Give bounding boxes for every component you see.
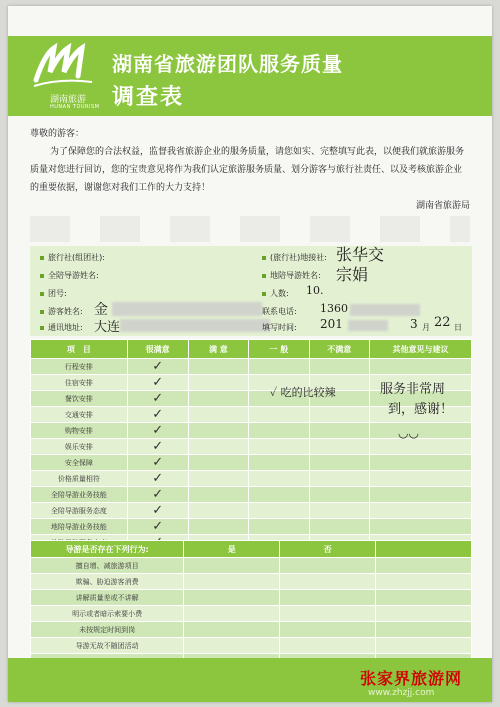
behavior-yes-cell[interactable] — [184, 638, 280, 654]
redacted-address — [120, 319, 270, 332]
check-mark-icon: ✓ — [152, 358, 164, 374]
smiley-drawing: ◡◡ — [398, 426, 419, 440]
rating-cell-checked[interactable] — [127, 471, 188, 487]
rating-cell[interactable] — [249, 487, 309, 503]
rating-cell[interactable] — [309, 455, 369, 471]
rating-cell[interactable] — [188, 423, 248, 439]
address-label: 通讯地址: — [48, 323, 83, 332]
rating-cell[interactable] — [249, 359, 309, 375]
day-unit: 日 — [454, 323, 462, 332]
rating-cell[interactable] — [249, 455, 309, 471]
local-guide-field[interactable] — [262, 270, 321, 281]
rating-item-label: 餐饮安排 — [31, 391, 128, 407]
issuer-signature: 湖南省旅游局 — [415, 201, 470, 211]
rating-item-label: 交通安排 — [31, 407, 128, 423]
rating-cell[interactable] — [249, 407, 309, 423]
behavior-label: 擅自增、减旅游项目 — [31, 558, 184, 574]
rating-item-label: 购物安排 — [31, 423, 128, 439]
date-day: 22 — [434, 315, 451, 330]
people-count-label: 人数: — [270, 289, 289, 298]
rating-cell-checked[interactable] — [127, 423, 188, 439]
behavior-row — [31, 606, 472, 622]
behavior-no-cell[interactable] — [280, 622, 376, 638]
rating-cell[interactable] — [309, 439, 369, 455]
check-mark-icon: ✓ — [152, 454, 164, 470]
national-guide-field[interactable] — [40, 270, 99, 281]
local-agency-label: (旅行社)地接社: — [270, 253, 327, 262]
header-band — [8, 36, 492, 116]
rating-cell[interactable] — [188, 471, 248, 487]
date-field[interactable] — [262, 322, 297, 333]
comment-cell[interactable] — [369, 471, 471, 487]
rating-cell[interactable] — [188, 487, 248, 503]
header-comments: 其他意见与建议 — [369, 340, 471, 359]
header-item: 项 目 — [31, 340, 128, 359]
average-note: ✓ 吃的比较辣 — [270, 386, 336, 399]
behavior-label: 欺骗、胁迫游客消费 — [31, 574, 184, 590]
check-mark-icon: ✓ — [152, 374, 164, 390]
group-number-field[interactable] — [40, 288, 67, 299]
month-unit: 月 — [422, 323, 430, 332]
rating-row — [31, 503, 472, 519]
header-satisfied: 满 意 — [188, 340, 248, 359]
rating-item-label: 全陪导游服务态度 — [31, 503, 128, 519]
rating-item-label: 地陪导游业务技能 — [31, 519, 128, 535]
check-mark-icon: ✓ — [152, 438, 164, 454]
rating-cell[interactable] — [188, 407, 248, 423]
local-guide-value: 宗娟 — [336, 265, 369, 284]
address-field[interactable] — [40, 322, 83, 333]
bullet-icon — [40, 326, 44, 330]
tourist-name-label: 游客姓名: — [48, 307, 83, 316]
rating-cell-checked[interactable] — [127, 439, 188, 455]
rating-cell[interactable] — [309, 519, 369, 535]
rating-cell[interactable] — [249, 503, 309, 519]
comment-cell[interactable] — [369, 439, 471, 455]
date-label: 填写时间: — [262, 323, 297, 332]
form-title: 湖南省旅游团队服务质量 — [112, 52, 343, 76]
behavior-no-cell[interactable] — [280, 638, 376, 654]
behavior-row — [31, 574, 472, 590]
rating-row — [31, 439, 472, 455]
behavior-header-blank — [376, 541, 472, 558]
behavior-blank-cell[interactable] — [376, 622, 472, 638]
rating-cell[interactable] — [249, 423, 309, 439]
logo-english-text: HUNAN TOURISM — [50, 104, 100, 110]
comment-line-2: 到，感谢！ — [388, 402, 454, 417]
phone-field[interactable] — [262, 306, 297, 317]
behavior-no-cell[interactable] — [280, 558, 376, 574]
site-url: www.zhzjj.com — [368, 688, 435, 698]
people-count-value: 10. — [306, 284, 324, 297]
rating-cell-checked[interactable] — [127, 503, 188, 519]
behavior-header-yes: 是 — [184, 541, 280, 558]
guide-behavior-table — [30, 540, 472, 670]
check-mark-icon: ✓ — [152, 422, 164, 438]
national-guide-label: 全陪导游姓名: — [48, 271, 99, 280]
rating-item-label: 安全保障 — [31, 455, 128, 471]
bullet-icon — [40, 256, 44, 260]
rating-item-label: 娱乐安排 — [31, 439, 128, 455]
behavior-blank-cell[interactable] — [376, 558, 472, 574]
rating-cell[interactable] — [309, 503, 369, 519]
date-year: 201 — [320, 317, 343, 331]
header-very-satisfied: 很满意 — [127, 340, 188, 359]
rating-row — [31, 455, 472, 471]
check-mark-icon: ✓ — [152, 486, 164, 502]
rating-row — [31, 471, 472, 487]
tourist-name-value: 金 — [94, 302, 108, 318]
rating-item-label: 全陪导游业务技能 — [31, 487, 128, 503]
info-panel — [30, 246, 472, 336]
behavior-row — [31, 622, 472, 638]
rating-cell[interactable] — [188, 455, 248, 471]
behavior-yes-cell[interactable] — [184, 558, 280, 574]
check-mark-icon: ✓ — [152, 406, 164, 422]
local-agency-field[interactable] — [262, 252, 327, 263]
behavior-no-cell[interactable] — [280, 606, 376, 622]
rating-cell[interactable] — [309, 471, 369, 487]
check-mark-icon: ✓ — [152, 518, 164, 534]
behavior-header-question: 导游是否存在下列行为: — [31, 541, 184, 558]
comment-cell[interactable] — [369, 423, 471, 439]
behavior-no-cell[interactable] — [280, 590, 376, 606]
behavior-label: 导游无故不随团活动 — [31, 638, 184, 654]
rating-cell[interactable] — [188, 503, 248, 519]
rating-cell-checked[interactable] — [127, 407, 188, 423]
rating-cell[interactable] — [309, 423, 369, 439]
rating-cell[interactable] — [309, 407, 369, 423]
header-average: 一 般 — [249, 340, 309, 359]
group-number-label: 团号: — [48, 289, 67, 298]
rating-cell[interactable] — [249, 519, 309, 535]
address-value: 大连 — [94, 320, 121, 335]
rating-cell-checked[interactable] — [127, 455, 188, 471]
tourist-name-field[interactable] — [40, 306, 83, 317]
bullet-icon — [262, 256, 266, 260]
form-subtitle: 调查表 — [112, 85, 185, 110]
check-mark-icon: ✓ — [152, 470, 164, 486]
comment-cell[interactable] — [369, 503, 471, 519]
behavior-yes-cell[interactable] — [184, 622, 280, 638]
comment-cell[interactable] — [369, 519, 471, 535]
rating-cell-checked[interactable] — [127, 391, 188, 407]
survey-sheet — [8, 6, 492, 702]
rating-row — [31, 487, 472, 503]
local-agency-value: 张华交 — [336, 245, 385, 264]
local-guide-label: 地陪导游姓名: — [270, 271, 321, 280]
agency-field[interactable] — [40, 252, 105, 263]
show-through-text — [30, 216, 470, 242]
redacted-phone — [350, 304, 420, 316]
rating-cell-checked[interactable] — [127, 375, 188, 391]
redacted-year — [348, 320, 388, 331]
behavior-blank-cell[interactable] — [376, 606, 472, 622]
rating-cell[interactable] — [188, 439, 248, 455]
hunan-tourism-logo — [30, 42, 100, 110]
people-count-field[interactable] — [262, 288, 289, 299]
behavior-row — [31, 638, 472, 654]
phone-value: 1360 — [320, 302, 348, 315]
rating-cell[interactable] — [188, 375, 248, 391]
behavior-yes-cell[interactable] — [184, 574, 280, 590]
behavior-label: 讲解质量差或不讲解 — [31, 590, 184, 606]
behavior-blank-cell[interactable] — [376, 638, 472, 654]
comment-cell[interactable] — [369, 455, 471, 471]
check-mark-icon: ✓ — [152, 502, 164, 518]
header-unsatisfied: 不满意 — [309, 340, 369, 359]
intro-paragraph: 为了保障您的合法权益，监督我省旅游企业的服务质量，请您如实、完整填写此表，以便我们就旅游服务质量对您进行回访，您的宝贵意见将作为我们认定旅游服务质量、划分游客与旅行社责任、以及考核旅游企业的重要依据，谢谢您对我们工作的大力支持！ — [30, 147, 465, 193]
behavior-label: 未按规定时间到岗 — [31, 622, 184, 638]
logo-chinese-text: 湖南旅游 — [50, 95, 87, 105]
behavior-blank-cell[interactable] — [376, 590, 472, 606]
rating-cell[interactable] — [188, 391, 248, 407]
bullet-icon — [262, 274, 266, 278]
rating-cell[interactable] — [188, 519, 248, 535]
comment-cell[interactable] — [369, 359, 471, 375]
rating-item-label: 住宿安排 — [31, 375, 128, 391]
behavior-blank-cell[interactable] — [376, 574, 472, 590]
agency-label: 旅行社(组团社): — [48, 253, 105, 262]
check-mark-icon: ✓ — [152, 390, 164, 406]
date-month: 3 — [410, 317, 418, 331]
behavior-header-no: 否 — [280, 541, 376, 558]
rating-cell[interactable] — [249, 439, 309, 455]
behavior-row — [31, 590, 472, 606]
rating-table — [30, 339, 472, 551]
rating-cell[interactable] — [249, 471, 309, 487]
behavior-yes-cell[interactable] — [184, 590, 280, 606]
phone-label: 联系电话: — [262, 307, 297, 316]
comment-cell[interactable] — [369, 487, 471, 503]
bullet-icon — [262, 292, 266, 296]
bullet-icon — [40, 292, 44, 296]
behavior-row — [31, 558, 472, 574]
bullet-icon — [40, 310, 44, 314]
rating-item-label: 价格质量相符 — [31, 471, 128, 487]
site-watermark: 张家界旅游网 — [360, 669, 463, 688]
rating-row — [31, 359, 472, 375]
comment-line-1: 服务非常周 — [380, 382, 446, 397]
behavior-yes-cell[interactable] — [184, 606, 280, 622]
behavior-no-cell[interactable] — [280, 574, 376, 590]
greeting: 尊敬的游客： — [30, 129, 85, 139]
rating-cell[interactable] — [188, 359, 248, 375]
rating-cell-checked[interactable] — [127, 359, 188, 375]
rating-cell[interactable] — [309, 487, 369, 503]
rating-cell[interactable] — [309, 359, 369, 375]
rating-cell-checked[interactable] — [127, 519, 188, 535]
rating-item-label: 行程安排 — [31, 359, 128, 375]
behavior-label: 明示或者暗示索要小费 — [31, 606, 184, 622]
rating-row — [31, 519, 472, 535]
rating-cell-checked[interactable] — [127, 487, 188, 503]
bullet-icon — [40, 274, 44, 278]
redacted-name — [112, 302, 262, 316]
